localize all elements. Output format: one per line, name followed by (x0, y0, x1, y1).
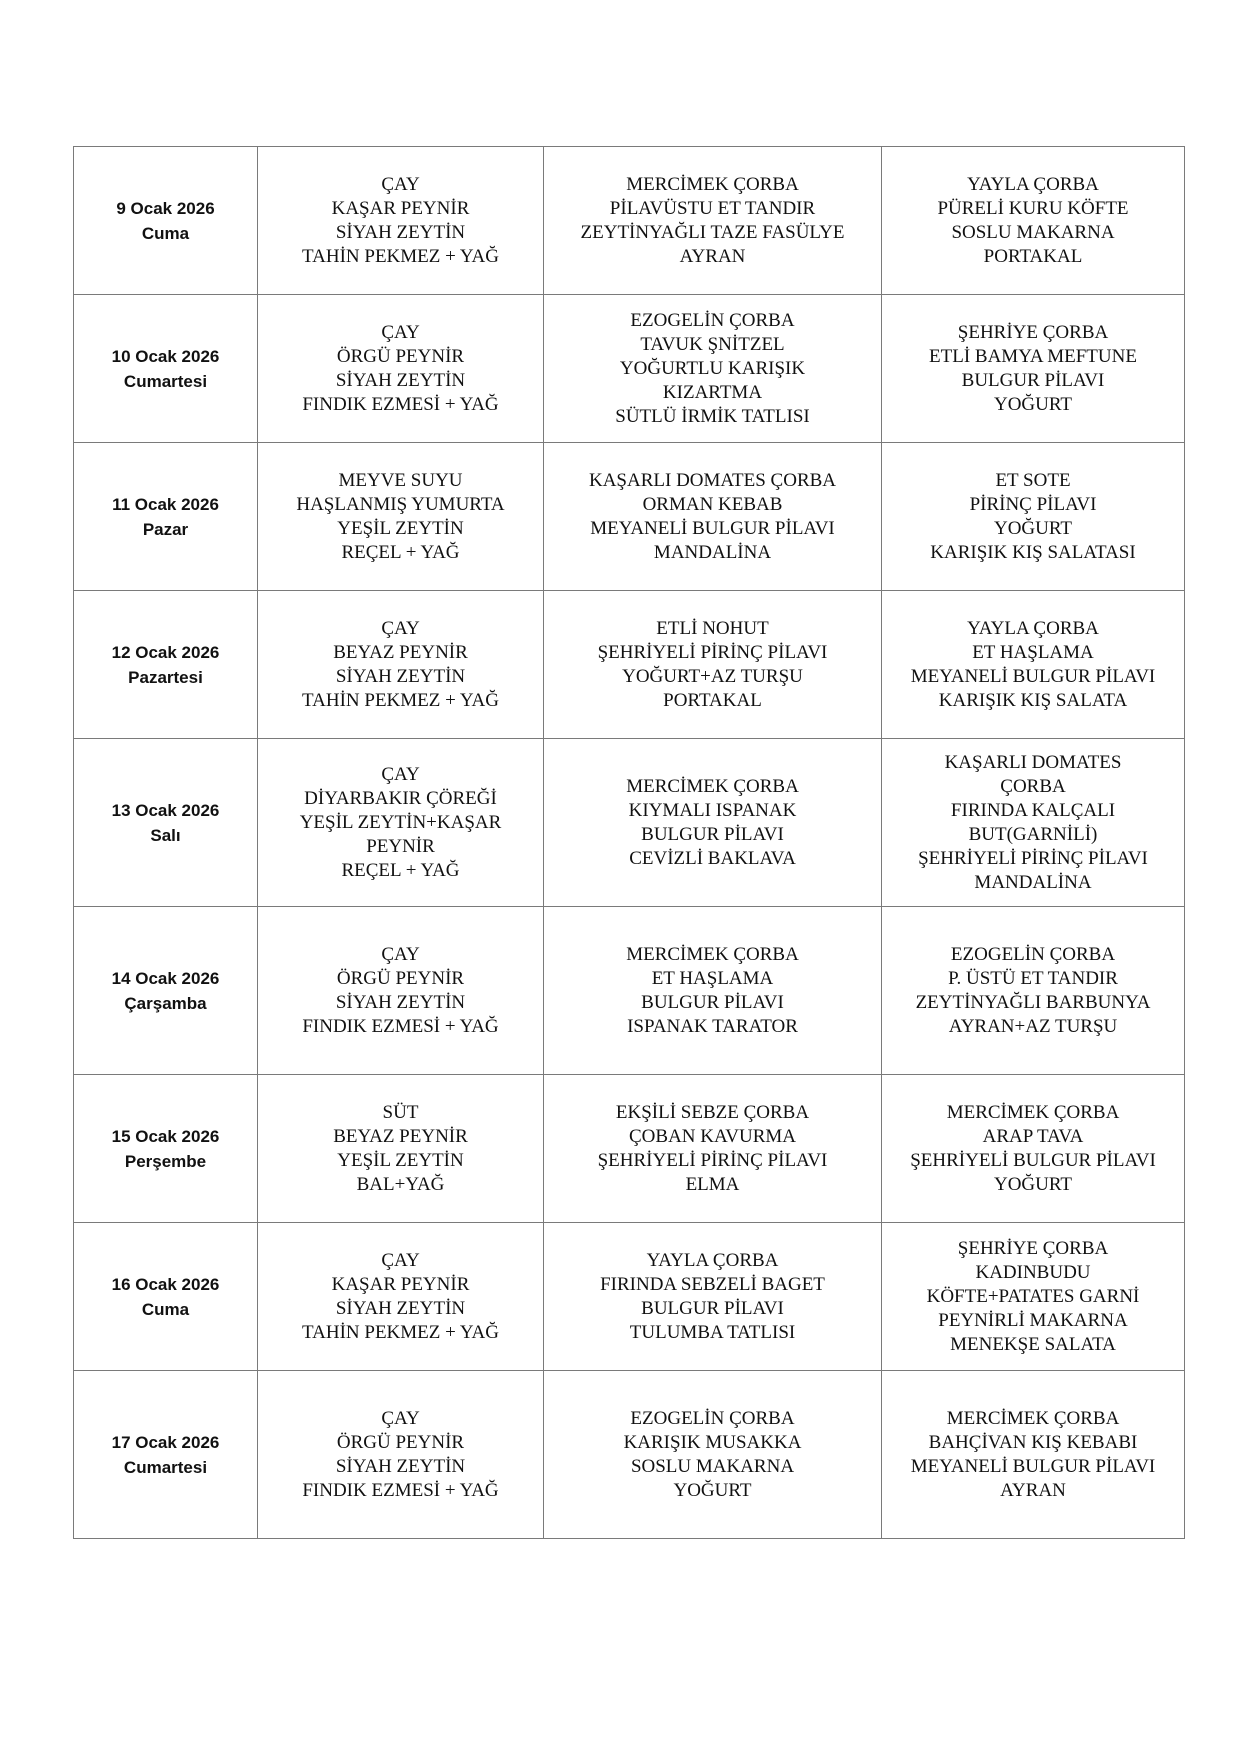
breakfast-cell (258, 1371, 544, 1539)
menu-item: KAŞAR PEYNİR (331, 1273, 470, 1295)
menu-item: ORMAN KEBAB (642, 493, 783, 515)
menu-item: SÜTLÜ İRMİK TATLISI (615, 405, 810, 427)
menu-row (74, 1223, 1185, 1371)
date-label: 12 Ocak 2026 (111, 642, 220, 662)
menu-item: ŞEHRİYE ÇORBA (957, 321, 1109, 343)
menu-item: FINDIK EZMESİ + YAĞ (302, 1479, 499, 1501)
menu-item: PEYNİR (366, 835, 435, 857)
menu-item: ÖRGÜ PEYNİR (336, 967, 465, 989)
menu-item: SOSLU MAKARNA (951, 221, 1115, 243)
weekday-label: Cumartesi (123, 371, 208, 391)
menu-item: EZOGELİN ÇORBA (630, 1407, 795, 1429)
menu-item: ETLİ NOHUT (656, 617, 769, 639)
menu-item: TAVUK ŞNİTZEL (640, 333, 785, 355)
menu-item: FINDIK EZMESİ + YAĞ (302, 1015, 499, 1037)
menu-item: PORTAKAL (663, 689, 762, 711)
menu-row (74, 591, 1185, 739)
menu-item: YAYLA ÇORBA (967, 173, 1099, 195)
menu-item: P. ÜSTÜ ET TANDIR (948, 967, 1118, 989)
menu-item: MEYANELİ BULGUR PİLAVI (910, 1455, 1156, 1477)
weekday-label: Pazar (142, 519, 189, 539)
menu-item: SİYAH ZEYTİN (335, 991, 466, 1013)
date-cell (74, 1223, 258, 1371)
menu-item: ET HAŞLAMA (972, 641, 1094, 663)
menu-item: ÇAY (381, 321, 420, 343)
menu-item: ÖRGÜ PEYNİR (336, 345, 465, 367)
menu-item: SOSLU MAKARNA (630, 1455, 795, 1477)
menu-item: PİRİNÇ PİLAVI (969, 493, 1097, 515)
menu-item: CEVİZLİ BAKLAVA (629, 847, 796, 869)
menu-item: ÖRGÜ PEYNİR (336, 1431, 465, 1453)
menu-item: DİYARBAKIR ÇÖREĞİ (304, 787, 497, 809)
menu-row (74, 147, 1185, 295)
menu-item: ŞEHRİYELİ PİRİNÇ PİLAVI (597, 1149, 828, 1171)
menu-item: TAHİN PEKMEZ + YAĞ (302, 245, 499, 267)
menu-item: MEYANELİ BULGUR PİLAVI (910, 665, 1156, 687)
menu-item: ARAP TAVA (982, 1125, 1084, 1147)
menu-item: KIZARTMA (662, 381, 763, 403)
menu-item: BAHÇİVAN KIŞ KEBABI (928, 1431, 1138, 1453)
menu-item: AYRAN+AZ TURŞU (948, 1015, 1118, 1037)
menu-item: ŞEHRİYELİ PİRİNÇ PİLAVI (597, 641, 828, 663)
menu-item: ŞEHRİYE ÇORBA (957, 1237, 1109, 1259)
date-cell (74, 147, 258, 295)
menu-item: REÇEL + YAĞ (341, 859, 460, 881)
date-label: 13 Ocak 2026 (111, 800, 220, 820)
weekday-label: Salı (150, 825, 181, 845)
dinner-cell (882, 907, 1185, 1075)
lunch-cell (544, 1223, 882, 1371)
menu-item: HAŞLANMIŞ YUMURTA (296, 493, 505, 515)
menu-item: ET SOTE (995, 469, 1071, 491)
menu-item: ELMA (685, 1173, 740, 1195)
date-cell (74, 591, 258, 739)
breakfast-cell (258, 295, 544, 443)
weekday-label: Cumartesi (123, 1457, 208, 1477)
menu-item: ÇAY (381, 943, 420, 965)
menu-item: BEYAZ PEYNİR (333, 641, 468, 663)
menu-item: BUT(GARNİLİ) (968, 823, 1098, 845)
menu-item: FIRINDA KALÇALI (950, 799, 1116, 821)
menu-item: SİYAH ZEYTİN (335, 665, 466, 687)
menu-item: ÇAY (381, 1249, 420, 1271)
menu-item: EKŞİLİ SEBZE ÇORBA (615, 1101, 810, 1123)
menu-item: BULGUR PİLAVI (961, 369, 1105, 391)
menu-item: ÇORBA (1000, 775, 1066, 797)
date-label: 16 Ocak 2026 (111, 1274, 220, 1294)
menu-item: YOĞURT (993, 517, 1073, 539)
menu-item: YOĞURTLU KARIŞIK (619, 357, 806, 379)
menu-row (74, 1371, 1185, 1539)
menu-item: ÇAY (381, 1407, 420, 1429)
menu-item: ÇAY (381, 617, 420, 639)
menu-item: YOĞURT (993, 1173, 1073, 1195)
menu-item: EZOGELİN ÇORBA (630, 309, 795, 331)
menu-item: ŞEHRİYELİ BULGUR PİLAVI (910, 1149, 1156, 1171)
dinner-cell (882, 1371, 1185, 1539)
menu-item: YOĞURT (673, 1479, 752, 1501)
dinner-cell (882, 295, 1185, 443)
menu-item: MANDALİNA (974, 871, 1092, 893)
menu-item: MERCİMEK ÇORBA (626, 943, 799, 965)
menu-item: YOĞURT+AZ TURŞU (622, 665, 803, 687)
menu-item: AYRAN (1000, 1479, 1066, 1501)
date-label: 11 Ocak 2026 (112, 494, 219, 514)
menu-item: ÇAY (381, 173, 420, 195)
menu-row (74, 739, 1185, 907)
menu-item: MERCİMEK ÇORBA (626, 775, 799, 797)
menu-item: BAL+YAĞ (356, 1173, 445, 1195)
menu-item: PÜRELİ KURU KÖFTE (937, 197, 1129, 219)
date-cell (74, 907, 258, 1075)
menu-item: YAYLA ÇORBA (646, 1249, 779, 1271)
lunch-cell (544, 1075, 882, 1223)
lunch-cell (544, 907, 882, 1075)
menu-item: BULGUR PİLAVI (641, 1297, 784, 1319)
menu-item: KAŞARLI DOMATES ÇORBA (588, 469, 837, 491)
menu-item: BEYAZ PEYNİR (333, 1125, 468, 1147)
menu-item: YOĞURT (993, 393, 1073, 415)
menu-item: PORTAKAL (983, 245, 1083, 267)
weekday-label: Perşembe (124, 1151, 207, 1171)
menu-item: YAYLA ÇORBA (967, 617, 1099, 639)
menu-item: MANDALİNA (653, 541, 772, 563)
menu-item: KAŞAR PEYNİR (331, 197, 470, 219)
date-cell (74, 1371, 258, 1539)
menu-item: MERCİMEK ÇORBA (946, 1101, 1120, 1123)
weekday-label: Cuma (141, 1299, 190, 1319)
menu-item: EZOGELİN ÇORBA (950, 943, 1116, 965)
breakfast-cell (258, 443, 544, 591)
breakfast-cell (258, 739, 544, 907)
date-cell (74, 1075, 258, 1223)
menu-item: SÜT (382, 1101, 419, 1123)
breakfast-cell (258, 1075, 544, 1223)
menu-item: SİYAH ZEYTİN (335, 1455, 466, 1477)
menu-item: ŞEHRİYELİ PİRİNÇ PİLAVI (918, 847, 1148, 869)
menu-item: TAHİN PEKMEZ + YAĞ (302, 689, 499, 711)
menu-item: TAHİN PEKMEZ + YAĞ (302, 1321, 499, 1343)
menu-item: FIRINDA SEBZELİ BAGET (600, 1273, 825, 1295)
menu-table-body (74, 147, 1185, 1539)
menu-item: ÇAY (381, 763, 420, 785)
dinner-cell (882, 1075, 1185, 1223)
lunch-cell (544, 591, 882, 739)
meal-menu-table (73, 146, 1185, 1539)
menu-item: KÖFTE+PATATES GARNİ (926, 1285, 1140, 1307)
date-cell (74, 739, 258, 907)
menu-item: AYRAN (679, 245, 746, 267)
menu-item: PEYNİRLİ MAKARNA (938, 1309, 1128, 1331)
lunch-cell (544, 1371, 882, 1539)
menu-item: KIYMALI ISPANAK (628, 799, 797, 821)
date-cell (74, 295, 258, 443)
menu-item: SİYAH ZEYTİN (335, 369, 466, 391)
menu-item: YEŞİL ZEYTİN (337, 517, 464, 539)
dinner-cell (882, 443, 1185, 591)
menu-item: KARIŞIK MUSAKKA (623, 1431, 802, 1453)
dinner-cell (882, 591, 1185, 739)
menu-item: PİLAVÜSTU ET TANDIR (609, 197, 816, 219)
weekday-label: Pazartesi (128, 667, 203, 687)
menu-item: YEŞİL ZEYTİN+KAŞAR (299, 811, 502, 833)
menu-item: MEYANELİ BULGUR PİLAVI (590, 517, 835, 539)
date-label: 10 Ocak 2026 (111, 346, 220, 366)
menu-row (74, 443, 1185, 591)
lunch-cell (544, 295, 882, 443)
date-cell (74, 443, 258, 591)
breakfast-cell (258, 147, 544, 295)
lunch-cell (544, 443, 882, 591)
menu-item: ZEYTİNYAĞLI BARBUNYA (915, 991, 1151, 1013)
menu-item: ET HAŞLAMA (651, 967, 774, 989)
menu-item: REÇEL + YAĞ (341, 541, 460, 563)
menu-item: KARIŞIK KIŞ SALATASI (930, 541, 1136, 563)
date-label: 14 Ocak 2026 (111, 968, 220, 988)
breakfast-cell (258, 1223, 544, 1371)
menu-item: BULGUR PİLAVI (641, 823, 784, 845)
menu-item: FINDIK EZMESİ + YAĞ (302, 393, 499, 415)
menu-item: YEŞİL ZEYTİN (337, 1149, 464, 1171)
breakfast-cell (258, 907, 544, 1075)
menu-item: ÇOBAN KAVURMA (629, 1125, 796, 1147)
lunch-cell (544, 739, 882, 907)
weekday-label: Cuma (141, 223, 190, 243)
menu-row (74, 295, 1185, 443)
menu-item: BULGUR PİLAVI (641, 991, 784, 1013)
menu-item: TULUMBA TATLISI (629, 1321, 796, 1343)
menu-item: MERCİMEK ÇORBA (946, 1407, 1120, 1429)
date-label: 15 Ocak 2026 (111, 1126, 220, 1146)
menu-item: KADINBUDU (975, 1261, 1091, 1283)
breakfast-cell (258, 591, 544, 739)
weekday-label: Çarşamba (124, 993, 207, 1013)
menu-item: KARIŞIK KIŞ SALATA (938, 689, 1128, 711)
menu-item: ETLİ BAMYA MEFTUNE (929, 345, 1137, 367)
menu-row (74, 1075, 1185, 1223)
lunch-cell (544, 147, 882, 295)
menu-item: MEYVE SUYU (338, 469, 463, 491)
dinner-cell (882, 739, 1185, 907)
date-label: 17 Ocak 2026 (111, 1432, 220, 1452)
dinner-cell (882, 1223, 1185, 1371)
menu-item: ZEYTİNYAĞLI TAZE FASÜLYE (580, 221, 845, 243)
menu-item: KAŞARLI DOMATES (944, 751, 1122, 773)
date-label: 9 Ocak 2026 (116, 198, 215, 218)
menu-row (74, 907, 1185, 1075)
menu-item: ISPANAK TARATOR (627, 1015, 798, 1037)
menu-item: MENEKŞE SALATA (950, 1333, 1116, 1355)
menu-item: SİYAH ZEYTİN (335, 1297, 466, 1319)
menu-item: MERCİMEK ÇORBA (626, 173, 799, 195)
menu-item: SİYAH ZEYTİN (335, 221, 466, 243)
dinner-cell (882, 147, 1185, 295)
